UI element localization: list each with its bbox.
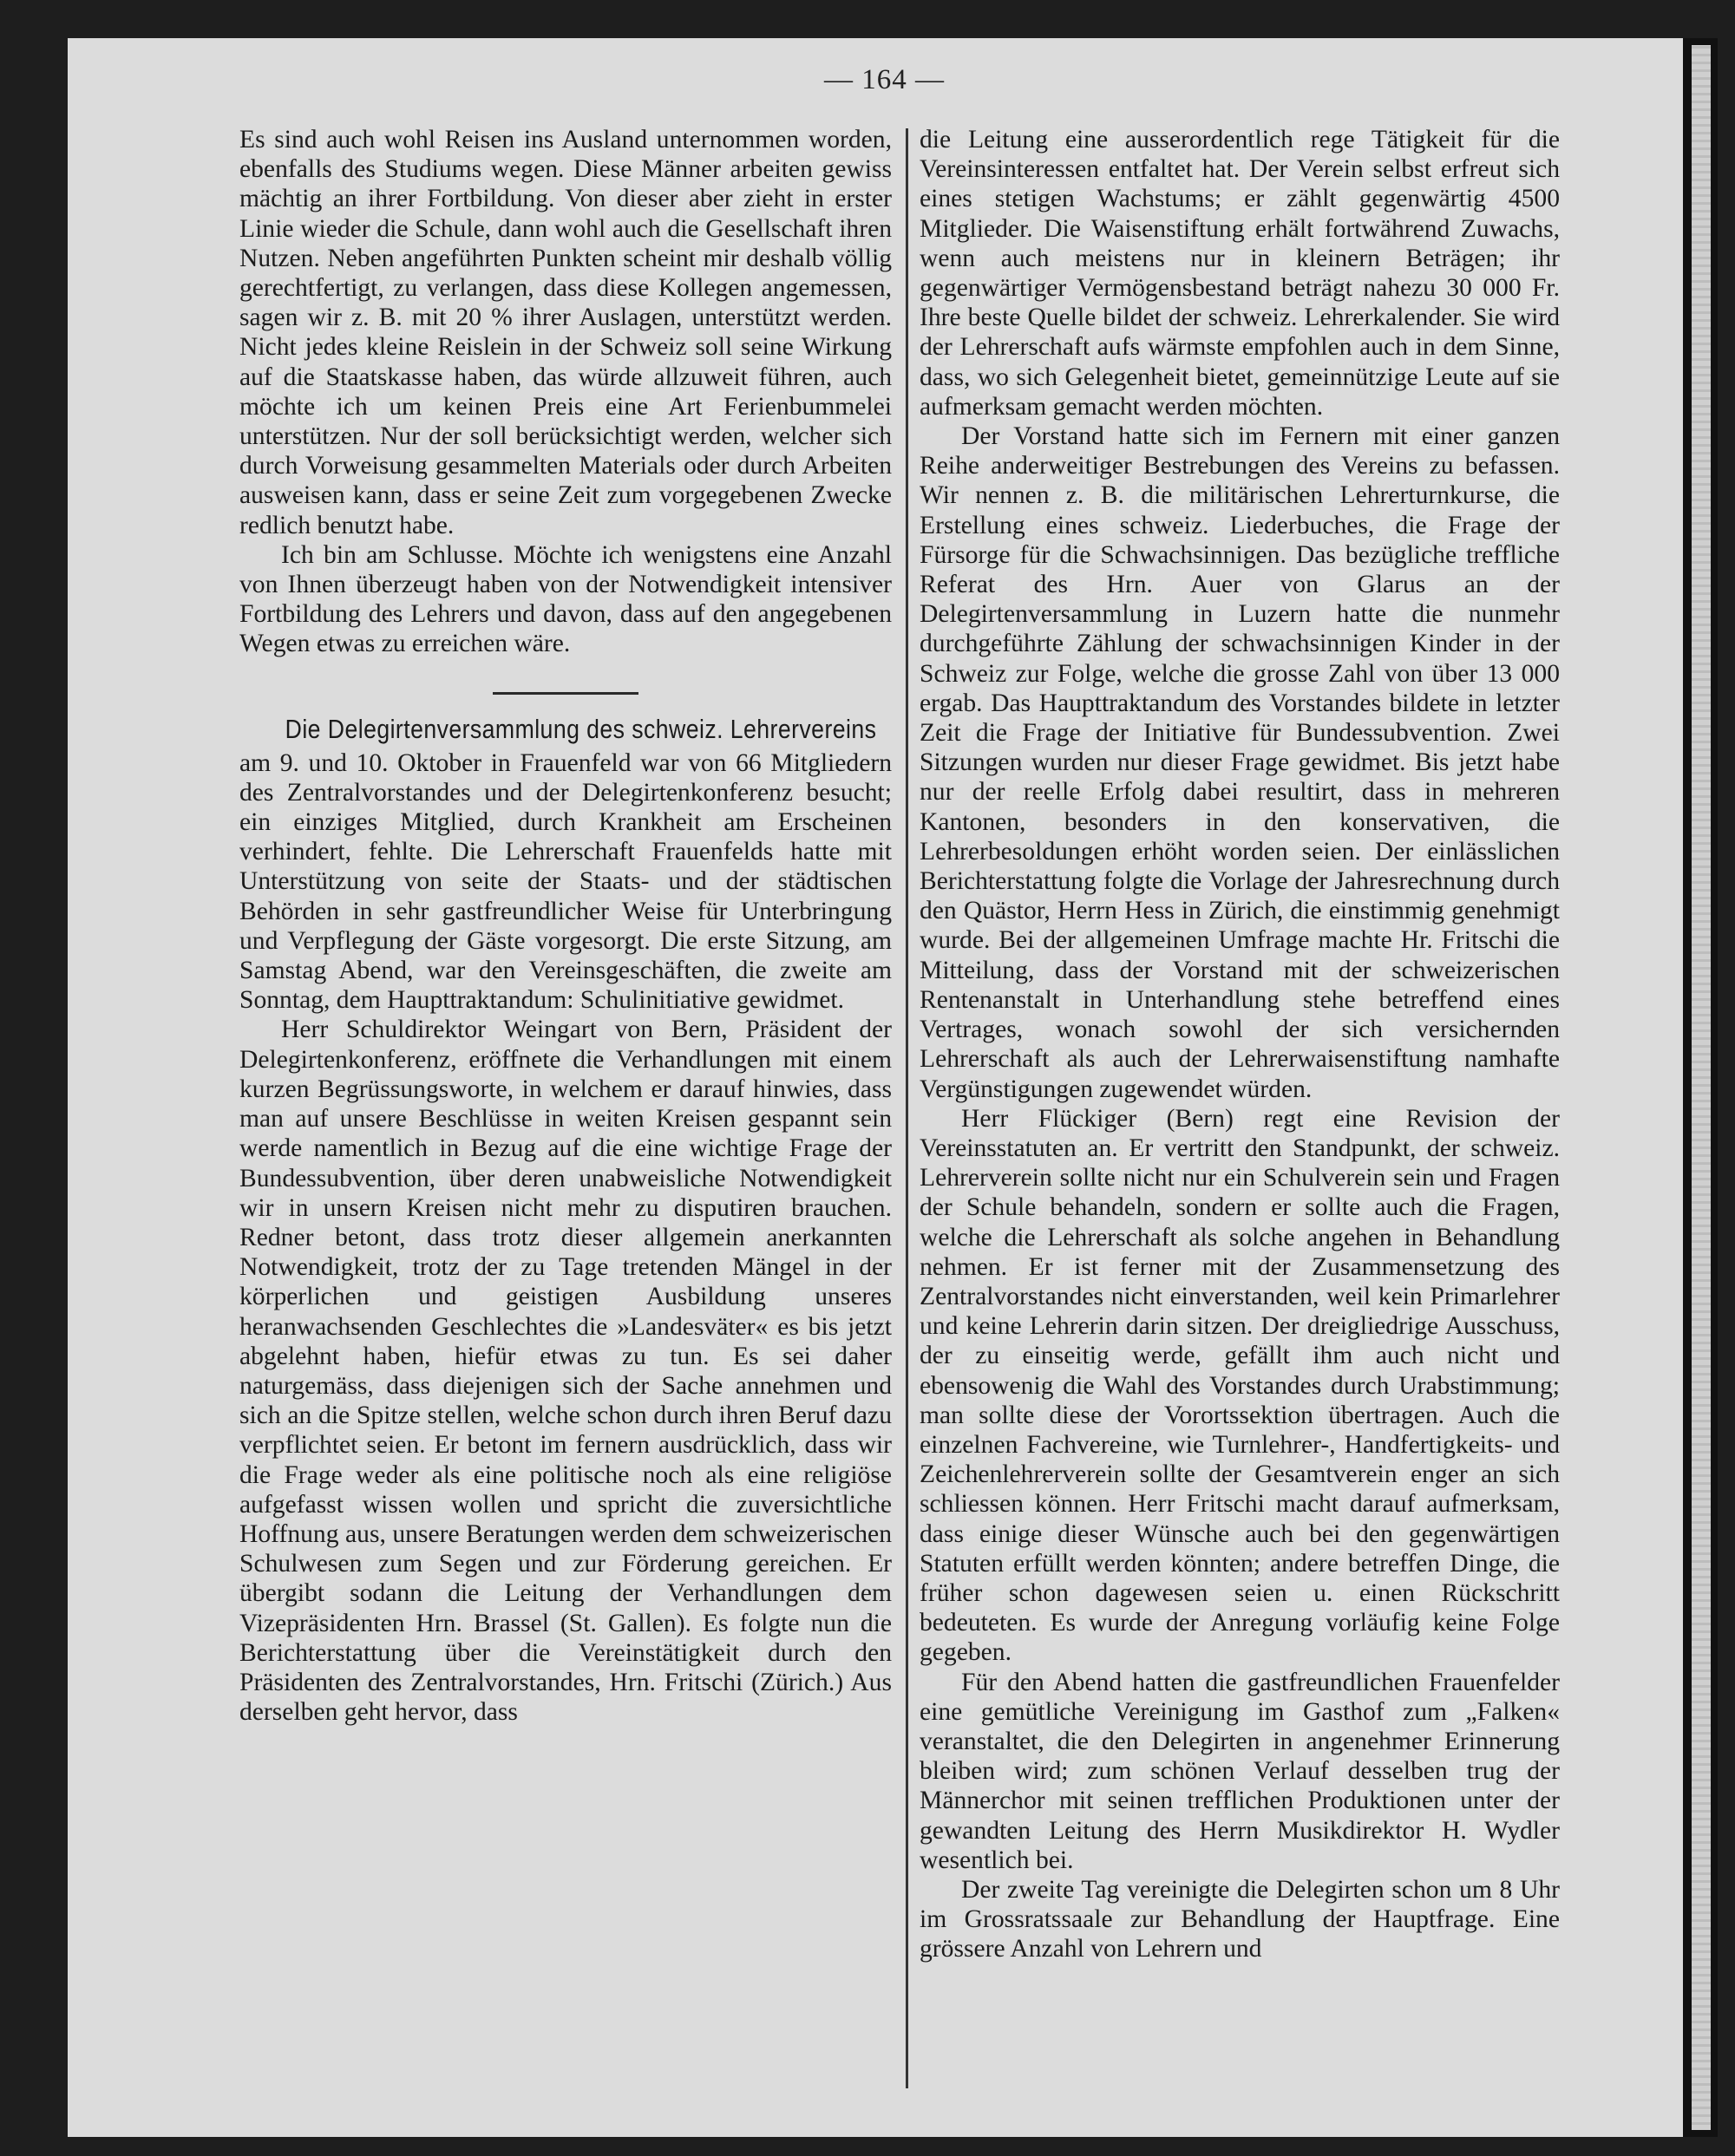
- page-number: — 164 —: [824, 64, 945, 95]
- right-column: [920, 125, 1560, 1964]
- column-divider: [906, 128, 908, 2088]
- paragraph: Herr Flückiger (Bern) regt eine Revision der Vereinsstatuten an. Er vertritt den Standpunkt, der schweiz. Lehrerverein sollte nicht nur ein Schulverein sein und Fragen der Schule behandeln, sondern er sollte auch die Fragen, welche die Lehrerschaft als solche angehen in Behandlung nehmen. Er ist ferner mit der Zusammensetzung des Zentralvorstandes nicht einverstanden, weil kein Primarlehrer und keine Lehrerin darin sitzen. Der dreigliedrige Ausschuss, der zu einseitig werde, gefällt ihm auch nicht und ebensowenig die Wahl des Vorstandes durch Urabstimmung; man sollte diese der Vorortssektion übertragen. Auch die einzelnen Fachvereine, wie Turnlehrer-, Handfertigkeits- und Zeichenlehrerverein sollte der Gesamtverein enger an sich schliessen können. Herr Fritschi macht darauf aufmerksam, dass einige dieser Wünsche auch bei den gegenwärtigen Statuten erfüllt werden könnten; andere betreffen Dinge, die früher schon dagewesen seien u. einen Rückschritt bedeuteten. Es wurde der Anregung vorläufig keine Folge gegeben.: [920, 1104, 1560, 1667]
- paragraph: Ich bin am Schlusse. Möchte ich wenigstens eine Anzahl von Ihnen überzeugt haben von der Notwendigkeit intensiver Fortbildung des Lehrers und davon, dass auf den angegebenen Wegen etwas zu erreichen wäre.: [239, 540, 892, 658]
- adjacent-page-strip: [1692, 45, 1711, 2130]
- paragraph: Für den Abend hatten die gastfreundlichen Frauenfelder eine gemütliche Vereinigung im Gasthof zum „Falken« veranstaltet, die den Delegirten in angenehmer Erinnerung bleiben wird; zum schönen Verlauf desselben trug der Männerchor mit seinen trefflichen Produktionen unter der gewandten Leitung des Herrn Musikdirektor H. Wydler wesentlich bei.: [920, 1668, 1560, 1874]
- paragraph: Herr Schuldirektor Weingart von Bern, Präsident der Delegirtenkonferenz, eröffnete die Verhandlungen mit einem kurzen Begrüssungsworte, in welchem er darauf hinwies, dass man auf unsere Beschlüsse in weiten Kreisen gespannt sein werde namentlich in Bezug auf die eine wichtige Frage der Bundessubvention, über deren unabweisliche Notwendigkeit wir in unsern Kreisen nicht mehr zu disputiren brauchen. Redner betont, dass trotz dieser allgemein anerkannten Notwendigkeit, trotz der zu Tage tretenden Mängel in der körperlichen und geistigen Ausbildung unseres heranwachsenden Geschlechtes die »Landesväter« es bis jetzt abgelehnt haben, hiefür etwas zu tun. Es sei daher naturgemäss, dass diejenigen sich der Sache annehmen und sich an die Spitze stellen, welche schon durch ihren Beruf dazu verpflichtet seien. Er betont im fernern ausdrücklich, dass wir die Frage weder als eine politische noch als eine religiöse aufgefasst wissen wollen und spricht die zuversichtliche Hoffnung aus, unsere Beratungen werden dem schweizerischen Schulwesen zum Segen und zur Förderung gereichen. Er übergibt sodann die Leitung der Verhandlungen dem Vizepräsidenten Hrn. Brassel (St. Gallen). Es folgte nun die Berichterstattung über die Vereinstätigkeit durch den Präsidenten des Zentralvorstandes, Hrn. Fritschi (Zürich.) Aus derselben geht hervor, dass: [239, 1016, 892, 1727]
- paragraph: Der zweite Tag vereinigte die Delegirten schon um 8 Uhr im Grossratssaale zur Behandlung der Hauptfrage. Eine grössere Anzahl von Lehrern und: [920, 1875, 1560, 1963]
- section-separator: [493, 692, 638, 695]
- left-column: [239, 125, 892, 1727]
- paragraph: Der Vorstand hatte sich im Fernern mit einer ganzen Reihe anderweitiger Bestrebungen des Vereins zu befassen. Wir nennen z. B. die militärischen Lehrerturnkurse, die Erstellung eines schweiz. Liederbuches, die Frage der Fürsorge für die Schwachsinnigen. Das bezügliche treffliche Referat des Hrn. Auer von Glarus an der Delegirtenversammlung in Luzern hatte die nunmehr durchgeführte Zählung der schwachsinnigen Kinder in der Schweiz zur Folge, welche die grosse Zahl von über 13 000 ergab. Das Haupttraktandum des Vorstandes bildete in letzter Zeit die Frage der Initiative für Bundessubvention. Zwei Sitzungen wurden nur dieser Frage gewidmet. Bis jetzt habe nur der reelle Erfolg dabei resultirt, dass in mehreren Kantonen, besonders in den konservativen, die Lehrerbesoldungen erhöht worden seien. Der einlässlichen Berichterstattung folgte die Vorlage der Jahresrechnung durch den Quästor, Herrn Hess in Zürich, die einstimmig genehmigt wurde. Bei der allgemeinen Umfrage machte Hr. Fritschi die Mitteilung, dass der Vorstand mit der schweizerischen Rentenanstalt in Unterhandlung stehe betreffend eines Vertrages, wonach sowohl der sich versichernden Lehrerschaft als auch der Lehrerwaisenstiftung namhafte Vergünstigungen zugewendet würden.: [920, 422, 1560, 1103]
- section-title: Die Delegirtenversammlung des schweiz. Lehrervereins: [285, 713, 877, 744]
- paragraph: am 9. und 10. Oktober in Frauenfeld war von 66 Mitgliedern des Zentralvorstandes und der Delegirtenkonferenz besucht; ein einziges Mitglied, durch Krankheit am Erscheinen verhindert, fehlte. Die Lehrerschaft Frauenfelds hatte mit Unterstützung von seite der Staats- und der städtischen Behörden in sehr gastfreundlicher Weise für Unterbringung und Verpflegung der Gäste vorgesorgt. Die erste Sitzung, am Samstag Abend, war den Vereinsgeschäften, die zweite am Sonntag, dem Haupttraktandum: Schulinitiative gewidmet.: [239, 748, 892, 1015]
- paragraph: Es sind auch wohl Reisen ins Ausland unternommen worden, ebenfalls des Studiums wegen. Diese Männer arbeiten gewiss mächtig an ihrer Fortbildung. Von dieser aber zieht in erster Linie wieder die Schule, dann wohl auch die Gesellschaft ihren Nutzen. Neben angeführten Punkten scheint mir deshalb völlig gerechtfertigt, zu verlangen, dass diese Kollegen angemessen, sagen wir z. B. mit 20 % ihrer Auslagen, unterstützt werden. Nicht jedes kleine Reislein in der Schweiz soll seine Wirkung auf die Staatskasse haben, das würde allzuweit führen, auch möchte ich um keinen Preis eine Art Ferienbummelei unterstützen. Nur der soll berücksichtigt werden, welcher sich durch Vorweisung gesammelten Materials oder durch Arbeiten ausweisen kann, dass er seine Zeit zum vorgegebenen Zwecke redlich benutzt habe.: [239, 126, 892, 539]
- paragraph: die Leitung eine ausserordentlich rege Tätigkeit für die Vereinsinteressen entfaltet hat. Der Verein selbst erfreut sich eines stetigen Wachstums; er zählt gegenwärtig 4500 Mitglieder. Die Waisenstiftung erhält fortwährend Zuwachs, wenn auch meistens nur in kleinern Beträgen; ihr gegenwärtiger Vermögensbestand beträgt nahezu 30 000 Fr. Ihre beste Quelle bildet der schweiz. Lehrerkalender. Sie wird der Lehrerschaft aufs wärmste empfohlen auch in dem Sinne, dass, wo sich Gelegenheit bietet, gemeinnützige Leute auf sie aufmerksam gemacht werden möchten.: [920, 126, 1560, 421]
